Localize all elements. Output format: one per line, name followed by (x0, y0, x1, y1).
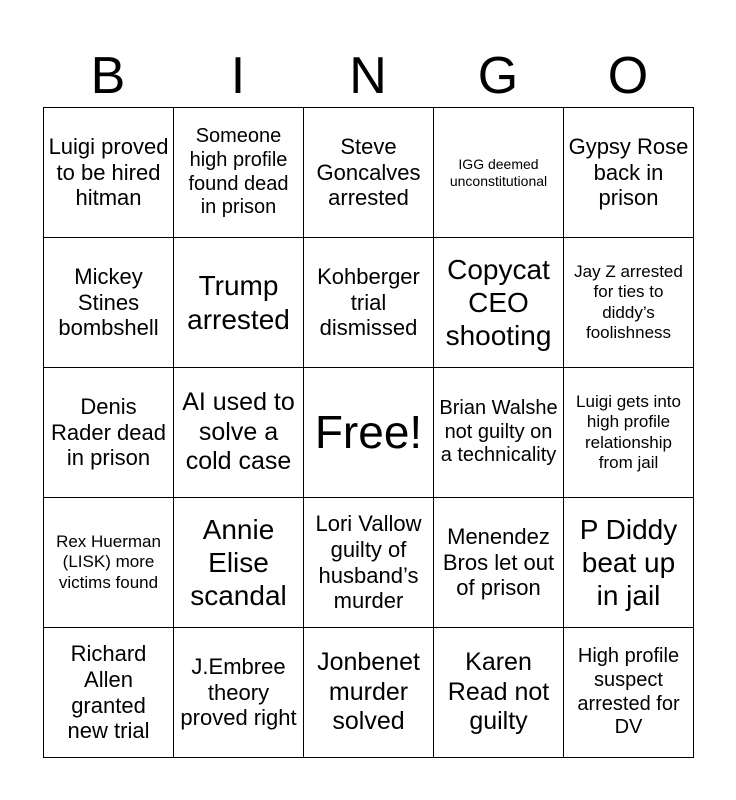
bingo-cell[interactable]: Denis Rader dead in prison (44, 368, 174, 498)
bingo-cell[interactable]: AI used to solve a cold case (174, 368, 304, 498)
bingo-cell[interactable]: Annie Elise scandal (174, 498, 304, 628)
bingo-cell[interactable]: Copycat CEO shooting (434, 238, 564, 368)
board-row (44, 628, 694, 758)
free-space[interactable]: Free! (304, 368, 434, 498)
board-row (44, 108, 694, 238)
bingo-cell[interactable]: J.Embree theory proved right (174, 628, 304, 758)
header-letter-b: B (90, 47, 126, 105)
board-row (44, 238, 694, 368)
bingo-cell[interactable]: Karen Read not guilty (434, 628, 564, 758)
bingo-cell[interactable]: Someone high profile found dead in prison (174, 108, 304, 238)
bingo-cell[interactable]: Steve Goncalves arrested (304, 108, 434, 238)
bingo-cell[interactable]: High profile suspect arrested for DV (564, 628, 694, 758)
bingo-cell[interactable]: Richard Allen granted new trial (44, 628, 174, 758)
bingo-cell[interactable]: Luigi gets into high profile relationship from jail (564, 368, 694, 498)
bingo-cell[interactable]: Kohberger trial dismissed (304, 238, 434, 368)
bingo-cell[interactable]: Rex Huerman (LISK) more victims found (44, 498, 174, 628)
bingo-cell[interactable]: P Diddy beat up in jail (564, 498, 694, 628)
bingo-cell[interactable]: Luigi proved to be hired hitman (44, 108, 174, 238)
bingo-cell[interactable]: IGG deemed unconstitutional (434, 108, 564, 238)
header-letter-o: O (607, 47, 649, 105)
board-row (44, 368, 694, 498)
bingo-header (43, 45, 693, 107)
bingo-cell[interactable]: Brian Walshe not guilty on a technicality (434, 368, 564, 498)
bingo-cell[interactable]: Mickey Stines bombshell (44, 238, 174, 368)
header-letter-g: G (477, 47, 519, 105)
bingo-cell[interactable]: Jay Z arrested for ties to diddy’s foolishness (564, 238, 694, 368)
bingo-cell[interactable]: Jonbenet murder solved (304, 628, 434, 758)
board-row (44, 498, 694, 628)
bingo-cell[interactable]: Lori Vallow guilty of husband’s murder (304, 498, 434, 628)
bingo-cell[interactable]: Trump arrested (174, 238, 304, 368)
bingo-cell[interactable]: Gypsy Rose back in prison (564, 108, 694, 238)
bingo-cell[interactable]: Menendez Bros let out of prison (434, 498, 564, 628)
bingo-board (43, 107, 694, 758)
header-letter-n: N (349, 47, 387, 105)
header-letter-i: I (230, 47, 246, 105)
